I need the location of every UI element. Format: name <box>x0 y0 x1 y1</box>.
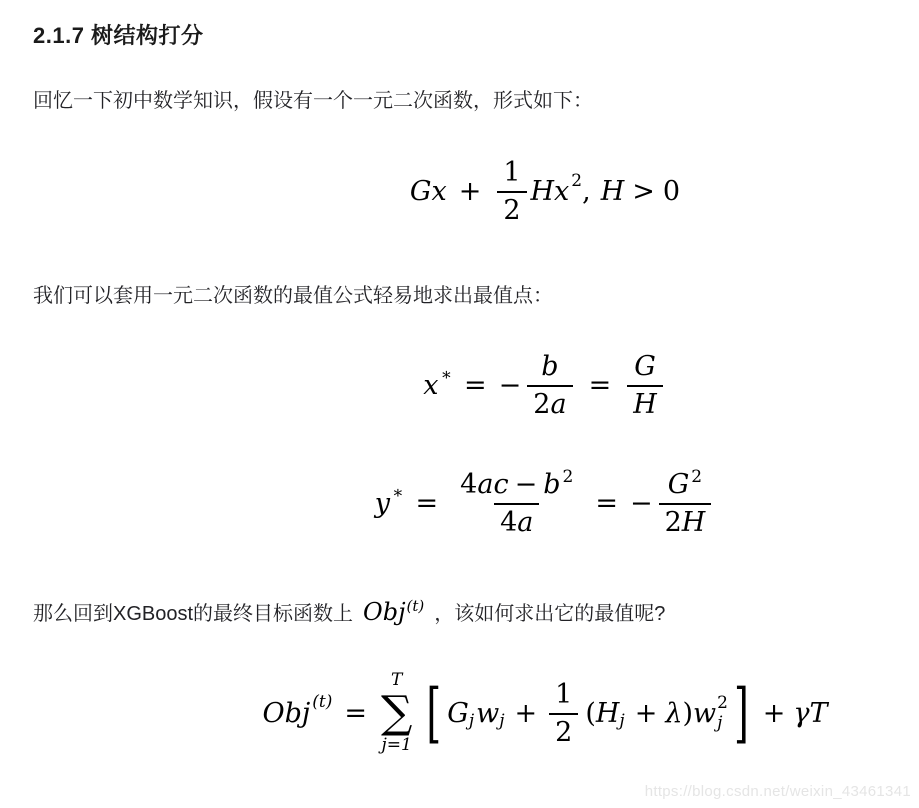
math-comma: , <box>582 176 591 207</box>
formula-x-star <box>0 351 919 420</box>
math-denominator <box>659 503 712 538</box>
math-subscript: j <box>499 711 505 731</box>
math-fraction-b-2a <box>527 351 572 420</box>
math-fraction-half <box>549 679 578 748</box>
math-minus: − <box>498 370 522 401</box>
math-numerator: b <box>541 351 559 382</box>
inline-math-obj <box>363 597 424 630</box>
math-term: T <box>809 697 828 729</box>
math-sum-upper-limit: T <box>391 670 403 690</box>
math-subscript: j <box>619 711 625 731</box>
math-denominator: 2 <box>549 713 578 748</box>
math-term: Hx <box>530 176 570 207</box>
math-term: ac <box>477 469 509 500</box>
math-superscript: 2 <box>717 693 728 714</box>
paragraph-extremum-formula: 我们可以套用一元二次函数的最值公式轻易地求出最值点： <box>33 285 553 307</box>
math-numerator: 1 <box>503 157 521 188</box>
math-superscript-star: ∗ <box>391 482 404 503</box>
math-superscript: (t) <box>406 597 425 615</box>
math-term: G <box>447 697 469 729</box>
math-term: 0 <box>662 176 681 207</box>
paragraph-text-after: ，该如何求出它的最值呢? <box>434 602 666 625</box>
math-denominator: 2 <box>497 191 526 226</box>
math-right-bracket: ] <box>733 675 749 751</box>
math-subscript: j <box>717 713 723 733</box>
math-term: Obj <box>363 598 406 626</box>
math-superscript: 2 <box>562 467 574 487</box>
math-superscript: 2 <box>691 467 703 487</box>
sigma-icon: ∑ <box>380 687 413 738</box>
math-minus: − <box>629 488 653 519</box>
formula-objective-function <box>0 672 919 754</box>
math-term: b <box>543 469 561 500</box>
math-subscript: j <box>468 711 475 731</box>
math-term: a <box>517 507 534 538</box>
math-digit: 4 <box>500 507 518 538</box>
math-fraction-half <box>497 157 526 226</box>
math-term: a <box>550 389 567 420</box>
math-term: H <box>595 697 620 729</box>
math-digit: 4 <box>460 469 478 500</box>
math-digit: 2 <box>533 389 551 420</box>
math-operator: + <box>762 697 786 729</box>
math-term: Obj <box>262 697 311 729</box>
math-numerator: 1 <box>555 678 573 710</box>
math-term: H <box>681 507 706 538</box>
math-fraction-G-H <box>627 351 663 420</box>
math-equals: = <box>464 370 487 401</box>
math-summation <box>381 672 412 754</box>
math-term: w <box>476 697 500 729</box>
formula-y-star <box>0 469 919 538</box>
math-equals: = <box>595 488 618 519</box>
math-sum-lower-limit: j=1 <box>381 735 412 755</box>
formula-quadratic-function <box>0 157 919 226</box>
math-fraction-G2-2H <box>659 469 712 538</box>
math-superscript: 2 <box>571 170 583 191</box>
math-operator: + <box>514 697 538 729</box>
math-numerator <box>454 469 579 503</box>
math-left-paren: ( <box>585 697 596 729</box>
math-superscript: (t) <box>312 692 333 712</box>
math-digit: 2 <box>664 507 682 538</box>
math-denominator <box>527 385 572 420</box>
math-supsub-stack <box>717 694 728 733</box>
math-term: H <box>600 176 625 207</box>
watermark: https://blog.csdn.net/weixin_43461341 <box>644 783 911 800</box>
math-lambda: λ <box>665 697 683 729</box>
section-heading: 2.1.7 树结构打分 <box>33 23 204 48</box>
math-operator: > <box>632 176 655 207</box>
paragraph-intro-quadratic: 回忆一下初中数学知识，假设有一个一元二次函数，形式如下： <box>33 90 593 112</box>
math-minus: − <box>514 469 538 500</box>
math-left-bracket: [ <box>426 675 442 751</box>
math-superscript-star: ∗ <box>440 364 453 385</box>
math-numerator <box>662 469 708 503</box>
math-equals: = <box>415 488 439 519</box>
math-equals: = <box>588 370 612 401</box>
paragraph-text-before: 那么回到XGBoost的最终目标函数上 <box>33 602 354 625</box>
math-denominator <box>494 503 539 538</box>
math-numerator: G <box>634 351 656 382</box>
math-denominator: H <box>627 385 663 420</box>
math-operator: + <box>634 697 658 729</box>
math-term: w <box>692 697 717 729</box>
math-term: G <box>667 469 690 500</box>
paragraph-xgboost-objective <box>33 597 665 630</box>
math-term: x <box>423 370 439 401</box>
math-operator: + <box>458 176 482 207</box>
math-term: Gx <box>409 176 447 207</box>
math-right-paren: ) <box>682 697 693 729</box>
math-equals: = <box>344 697 367 729</box>
math-gamma: γ <box>793 697 810 729</box>
math-term: y <box>374 488 390 519</box>
math-fraction-discriminant <box>454 469 579 538</box>
